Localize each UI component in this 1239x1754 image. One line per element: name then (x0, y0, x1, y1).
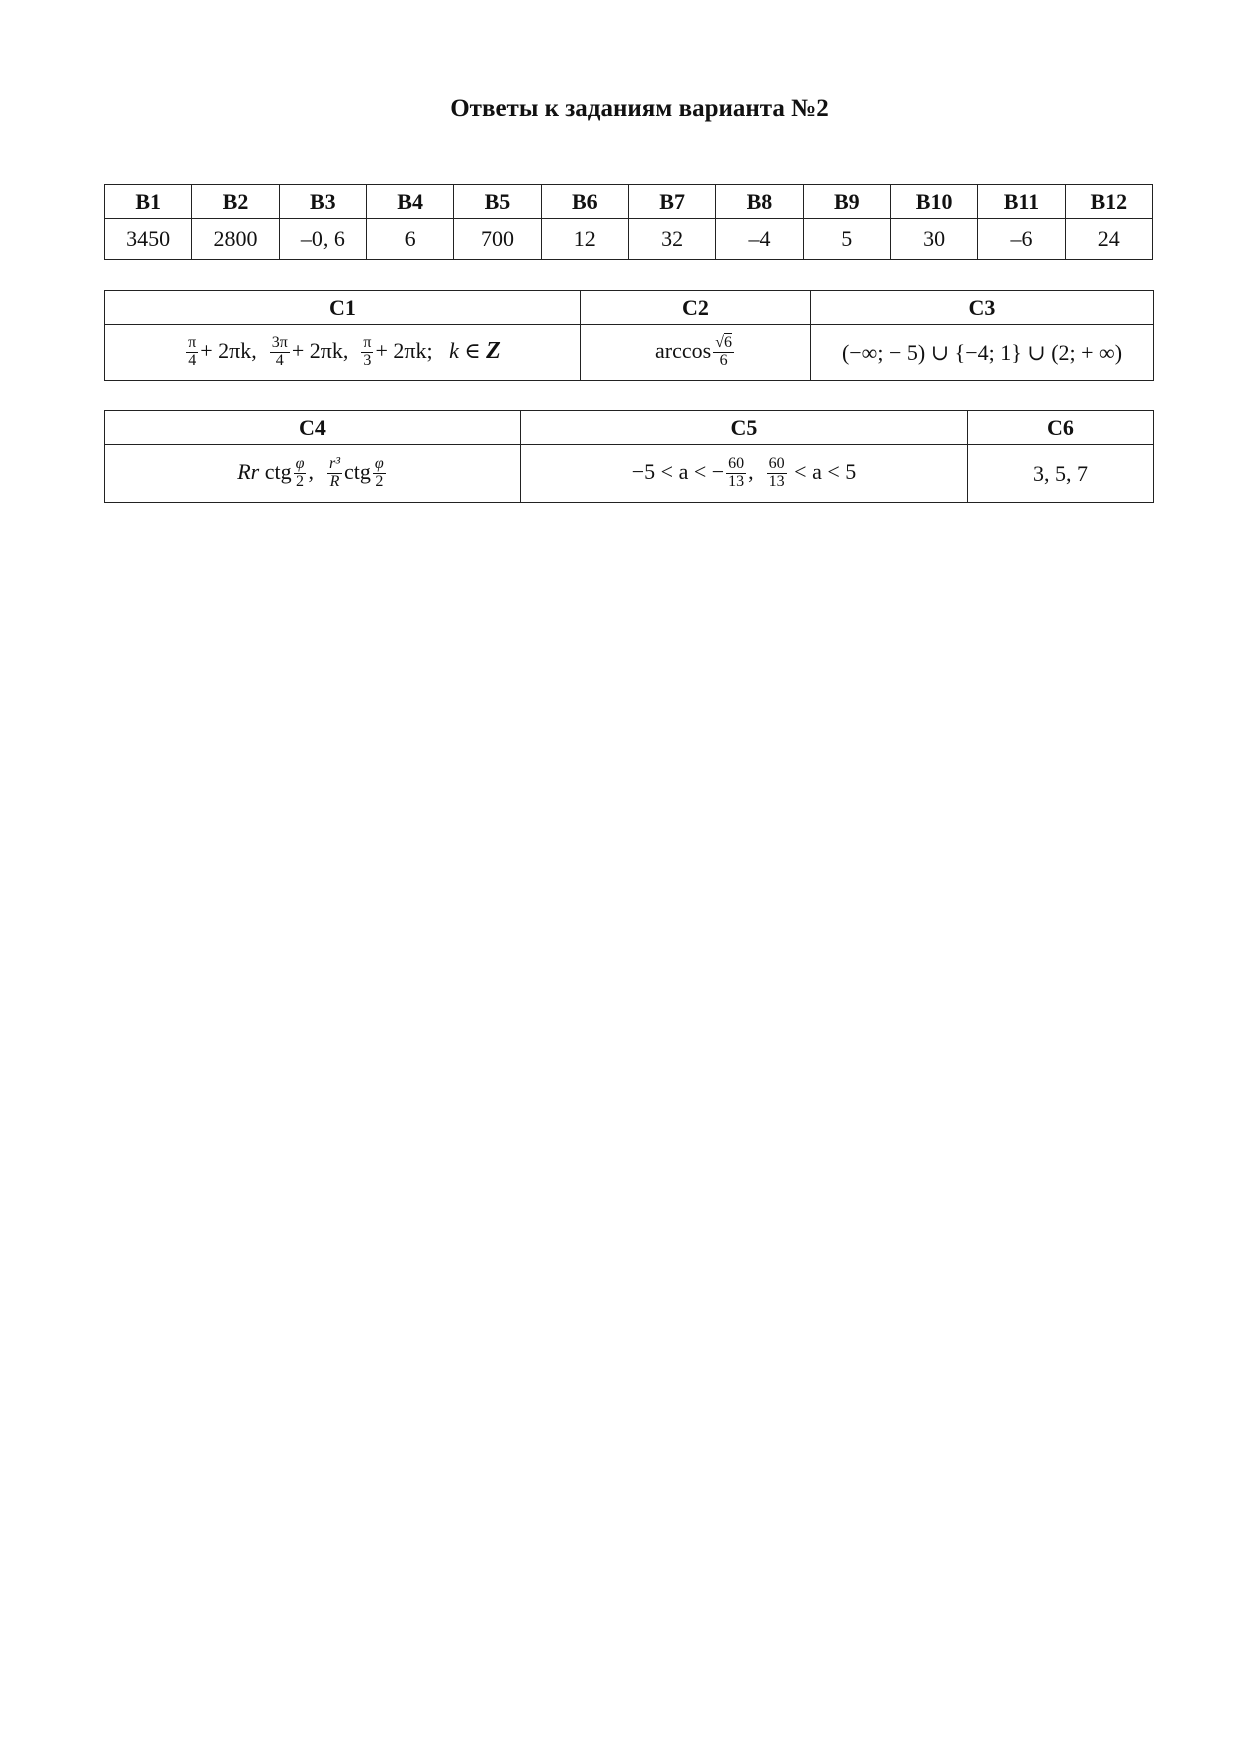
value-b10: 30 (890, 219, 977, 260)
value-c2: arccos $\frac{√6}{6}$ (581, 325, 811, 381)
header-c3: C3 (811, 291, 1154, 325)
c4-fraction-3: $\frac{\varphi}{2}$ (374, 455, 384, 490)
header-c1: C1 (105, 291, 581, 325)
c5-fraction-2: $\frac{60}{13}$ (768, 455, 785, 490)
value-b2: 2800 (192, 219, 279, 260)
header-b1: B1 (105, 185, 192, 219)
c1-fraction-3: $\frac{\pi}{3}$ (363, 334, 372, 369)
header-b8: B8 (716, 185, 803, 219)
c4-fraction-2: $\frac{\text{r³}}{R}$ (328, 455, 341, 490)
header-b5: B5 (454, 185, 541, 219)
c5-fraction-1: $\frac{60}{13}$ (728, 455, 745, 490)
c1-c3-answers-table (104, 290, 1154, 381)
page-title: Ответы к заданиям варианта №2 (450, 95, 829, 122)
header-c4: C4 (105, 411, 521, 445)
value-c5: −5 < a < − $\frac{60}{13}$ , $\frac{60}{13}$ < a < 5 (521, 445, 968, 503)
value-c6: 3, 5, 7 (968, 445, 1154, 503)
header-b6: B6 (541, 185, 628, 219)
header-b2: B2 (192, 185, 279, 219)
header-c2: C2 (581, 291, 811, 325)
value-b4: 6 (366, 219, 453, 260)
header-b7: B7 (628, 185, 715, 219)
value-b8: –4 (716, 219, 803, 260)
value-b7: 32 (628, 219, 715, 260)
c1-c3-header-row (105, 291, 1154, 325)
header-b10: B10 (890, 185, 977, 219)
header-c6: C6 (968, 411, 1154, 445)
value-b6: 12 (541, 219, 628, 260)
value-b12: 24 (1065, 219, 1152, 260)
c1-fraction-2: $\frac{3\pi}{4}$ (271, 334, 288, 369)
b-values-row (105, 219, 1153, 260)
value-b9: 5 (803, 219, 890, 260)
header-c5: C5 (521, 411, 968, 445)
value-b5: 700 (454, 219, 541, 260)
value-c4: Rr ctg $\frac{\varphi}{2}$ , $\frac{\text{r³}}{R}$ ctg $\frac{\varphi}{2}$ (105, 445, 521, 503)
c1-fraction-1: $\frac{\pi}{4}$ (188, 334, 197, 369)
header-b12: B12 (1065, 185, 1152, 219)
value-b11: –6 (978, 219, 1065, 260)
c2-fraction: $\frac{√6}{6}$ (715, 334, 732, 369)
b-answers-table (104, 184, 1153, 260)
value-c1: $\frac{\pi}{4}$ + 2πk, $\frac{3\pi}{4}$ + 2πk, $\frac{\pi}{3}$ + 2πk; k ∈ Z (105, 325, 581, 381)
header-b11: B11 (978, 185, 1065, 219)
c4-c6-values-row (105, 445, 1154, 503)
header-b4: B4 (366, 185, 453, 219)
c4-fraction-1: $\frac{\varphi}{2}$ (295, 455, 305, 490)
value-b3: –0, 6 (279, 219, 366, 260)
header-b3: B3 (279, 185, 366, 219)
value-c3: (−∞; − 5) ∪ {−4; 1} ∪ (2; + ∞) (811, 325, 1154, 381)
header-b9: B9 (803, 185, 890, 219)
c1-c3-values-row (105, 325, 1154, 381)
c4-c6-answers-table (104, 410, 1154, 503)
b-header-row (105, 185, 1153, 219)
c4-c6-header-row (105, 411, 1154, 445)
value-b1: 3450 (105, 219, 192, 260)
